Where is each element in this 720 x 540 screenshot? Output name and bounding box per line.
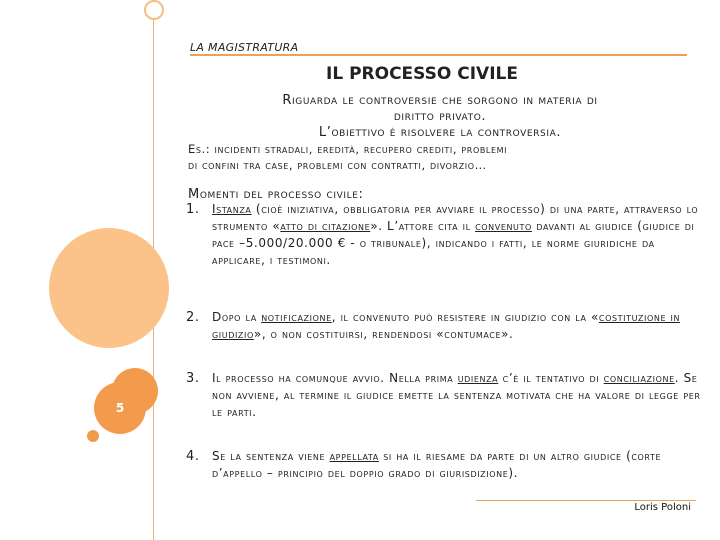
intro-line-3: L’obiettivo è risolvere la controversia. [318, 125, 562, 140]
list-item-2 [186, 309, 706, 343]
intro-text [190, 93, 690, 141]
slide-number [94, 382, 146, 434]
text-span: . Se non avviene, al termine il giudice emette la sentenza motivata che ha valore di legge per le parti. [212, 371, 701, 419]
text-span: ». L’attore cita il [370, 219, 476, 233]
footer-author: Loris Poloni [634, 502, 691, 513]
list-item-body [212, 201, 706, 269]
term-appellata: appellata [329, 449, 379, 463]
momenti-title: Momenti del processo civile: [188, 187, 364, 202]
examples-line-2: di confini tra case, problemi con contratti, divorzio… [188, 158, 487, 172]
term-udienza: udienza [457, 371, 499, 385]
decor-circle-large [49, 228, 169, 348]
list-item-body [212, 448, 706, 482]
text-span: davanti al giudice (giudice di pace –5.000/20.000 € - o tribunale), indicando i fatti, le norme giuridiche da applicare, i testimoni. [212, 219, 695, 267]
decor-circle-top [144, 0, 164, 20]
footer-rule [476, 500, 696, 501]
text-span: , il convenuto può resistere in giudizio con la « [331, 310, 599, 324]
term-notificazione: notificazione [261, 310, 332, 324]
list-number: 2. [186, 310, 200, 325]
term-convenuto: convenuto [475, 219, 532, 233]
list-item-body [212, 370, 706, 421]
examples-text [188, 141, 708, 173]
decor-circle-small [87, 430, 99, 442]
list-number: 3. [186, 371, 200, 386]
list-number: 1. [186, 202, 200, 217]
slide-number-text: 5 [115, 401, 125, 415]
list-number: 4. [186, 449, 200, 464]
slide-title: IL PROCESSO CIVILE [326, 64, 518, 84]
text-span: c’è il tentativo di [498, 371, 604, 385]
section-header: LA MAGISTRATURA [190, 41, 299, 54]
term-atto-citazione: atto di citazione [280, 219, 371, 233]
text-span: (cioè iniziativa, obbligatoria per avviare il processo) di una parte, attraverso lo strumento « [212, 202, 699, 233]
text-span: Se la sentenza viene [212, 449, 330, 463]
text-span: Dopo la [212, 310, 262, 324]
text-span: Il processo ha comunque avvio. Nella prima [212, 371, 458, 385]
list-item-4 [186, 448, 706, 482]
list-item-3 [186, 370, 706, 421]
term-istanza: Istanza [212, 202, 252, 216]
intro-line-2: diritto privato. [393, 109, 487, 124]
header-rule [190, 54, 687, 56]
examples-line-1: Es.: incidenti stradali, eredità, recupero crediti, problemi [188, 142, 508, 156]
term-costituzione: costituzione in giudizio [212, 310, 681, 341]
list-item-1 [186, 201, 706, 269]
intro-line-1: Riguarda le controversie che sorgono in materia di [282, 93, 598, 108]
text-span: », o non costituirsi, rendendosi «contumace». [253, 327, 514, 341]
list-item-body [212, 309, 706, 343]
text-span: si ha il riesame da parte di un altro giudice (corte d’appello – principio del doppio grado di giurisdizione). [212, 449, 662, 480]
term-conciliazione: conciliazione [603, 371, 675, 385]
